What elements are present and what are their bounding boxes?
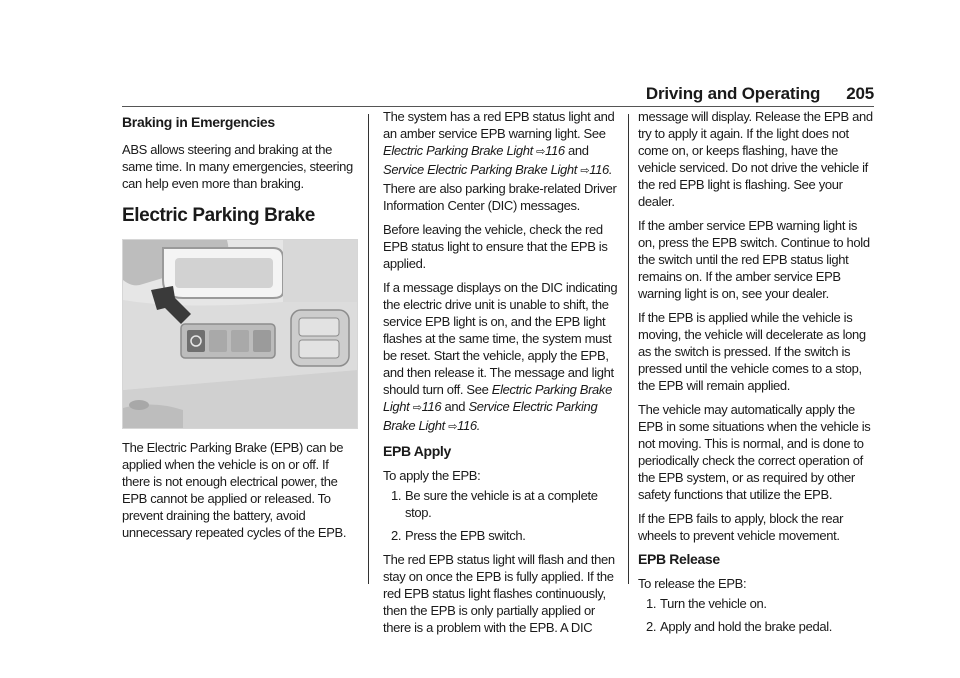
xref-epb-light[interactable]: Electric Parking Brake Light	[383, 382, 612, 414]
page-ref-arrow-icon: ⇨	[580, 165, 590, 177]
paragraph-amber-warning: If the amber service EPB warning light is on, press the EPB switch. Continue to hold the switch until the red EPB status light remains on. If the amber service EPB warning light is on, see your dealer.	[638, 218, 870, 301]
paragraph-dic-message: If a message displays on the DIC indicating the electric drive unit is unable to shift, the service EPB light is on, and the EPB light flashes at the same time, the system must be reset. Start the vehicle, apply the EPB, and then release it. The message and light should turn off. See Electric Parking Brake Light ⇨116 and Service Electric Parking Brake Light ⇨116.	[383, 280, 618, 433]
release-steps	[638, 595, 874, 635]
list-item: 2. Apply and hold the brake pedal.	[646, 619, 833, 634]
section-title: Driving and Operating	[645, 84, 821, 103]
paragraph-status-flash: The red EPB status light will flash and then stay on once the EPB is fully applied. If the red EPB status light flashes continuously, then the EPB is only partially applied or there is a problem with the EPB. A DIC	[383, 552, 615, 635]
page-ref-arrow-icon: ⇨	[412, 402, 422, 414]
column-1	[122, 108, 358, 548]
paragraph-release-retry: message will display. Release the EPB and try to apply it again. If the light does not come on, or keeps flashing, have the vehicle serviced. Do not drive the vehicle if the red EPB light is flashing. See your dealer.	[638, 109, 873, 209]
xref-service-epb-light[interactable]: Service Electric Parking Brake Light	[383, 162, 578, 177]
column-divider	[368, 114, 369, 584]
heading-electric-parking-brake: Electric Parking Brake	[122, 205, 315, 226]
page-ref-arrow-icon: ⇨	[536, 146, 546, 158]
header-rule	[122, 106, 874, 107]
xref-epb-light[interactable]: Electric Parking Brake Light	[383, 143, 533, 158]
paragraph-epb-intro: The Electric Parking Brake (EPB) can be applied when the vehicle is on or off. If there is not enough electrical power, the EPB cannot be applied or released. To prevent draining the battery, avoid unnecessary repeated cycles of the EPB.	[122, 440, 347, 540]
list-item: 1. Turn the vehicle on.	[646, 596, 767, 611]
running-header	[646, 84, 874, 104]
apply-intro: To apply the EPB:	[383, 468, 481, 483]
column-2	[383, 108, 622, 643]
heading-epb-apply: EPB Apply	[383, 443, 451, 459]
page-ref-arrow-icon: ⇨	[448, 421, 458, 433]
apply-steps	[383, 487, 622, 544]
paragraph-moving-apply: If the EPB is applied while the vehicle is moving, the vehicle will decelerate as long as the switch is pressed. If the switch is pressed until the vehicle comes to a stop, the EPB will remain applied.	[638, 310, 866, 393]
heading-braking-emergencies: Braking in Emergencies	[122, 114, 275, 130]
list-item: 2. Press the EPB switch.	[391, 528, 526, 543]
page-number: 205	[846, 84, 874, 103]
paragraph-epb-lights: The system has a red EPB status light and an amber service EPB warning light. See Electric Parking Brake Light ⇨116 and Service Electric Parking Brake Light ⇨116. There are also parking brake-related Driver Information Center (DIC) messages.	[383, 109, 617, 213]
xref-service-epb-light[interactable]: Service Electric Parking Brake Light	[383, 399, 598, 433]
paragraph-before-leaving: Before leaving the vehicle, check the red EPB status light to ensure that the EPB is applied.	[383, 222, 608, 271]
paragraph-auto-apply: The vehicle may automatically apply the EPB in some situations when the vehicle is not moving. This is normal, and is done to periodically check the correct operation of the EPB system, or as required by other safety functions that utilize the EPB.	[638, 402, 871, 502]
heading-epb-release: EPB Release	[638, 551, 720, 567]
paragraph-abs: ABS allows steering and braking at the same time. In many emergencies, steering can help even more than braking.	[122, 142, 353, 191]
paragraph-fails-to-apply: If the EPB fails to apply, block the rear wheels to prevent vehicle movement.	[638, 511, 844, 543]
epb-switch-illustration	[122, 239, 358, 429]
list-item: 1. Be sure the vehicle is at a complete stop.	[391, 488, 598, 520]
column-3	[638, 108, 874, 642]
column-divider	[628, 114, 629, 584]
release-intro: To release the EPB:	[638, 576, 747, 591]
